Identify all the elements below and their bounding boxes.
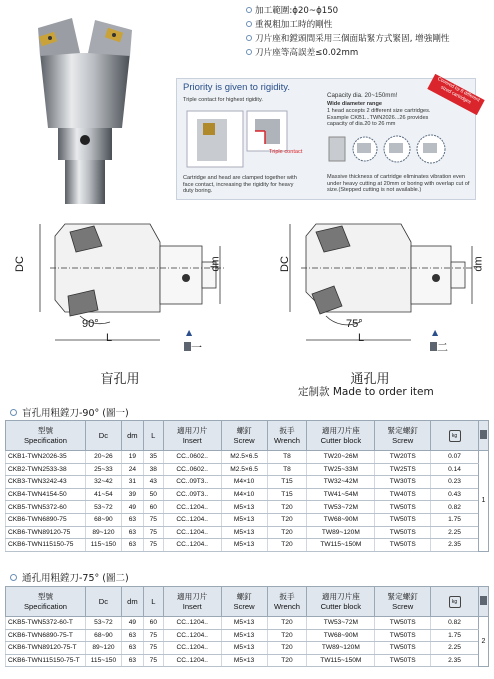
through-length-label: L xyxy=(358,332,365,344)
table-cell: 53~72 xyxy=(85,501,121,514)
col-weight xyxy=(431,587,479,617)
table-row xyxy=(6,642,489,655)
table-cell: M5×13 xyxy=(221,539,267,552)
table-cell: 1.75 xyxy=(431,513,479,526)
col-figure xyxy=(478,421,488,451)
table-cell: TW50TS xyxy=(375,526,431,539)
table-cell: 53~72 xyxy=(85,617,121,630)
table-cell: 75 xyxy=(143,654,163,667)
table-cell: CC..1204.. xyxy=(163,642,221,655)
table-cell: CC..1204.. xyxy=(163,513,221,526)
table-cell: TW115~150M xyxy=(307,654,375,667)
table-cell: TW41~54M xyxy=(307,488,375,501)
table-cell: 1.75 xyxy=(431,629,479,642)
table-cell: CKB6-TWN89120-75-T xyxy=(6,642,86,655)
through-hole-drawing xyxy=(276,212,486,352)
table-cell: CC..1204.. xyxy=(163,501,221,514)
table-cell: M2.5×6.5 xyxy=(221,463,267,476)
col-weight xyxy=(431,421,479,451)
panel-left-note: Triple contact for highest rigidity. xyxy=(183,97,263,103)
col-model: 型號 Specification xyxy=(6,587,86,617)
table-cell: CC..1204.. xyxy=(163,617,221,630)
weight-icon: kg xyxy=(449,596,461,608)
blind-dc-label: DC xyxy=(13,256,26,272)
table-cell: 19 xyxy=(121,451,143,464)
table-cell: 60 xyxy=(143,501,163,514)
table-cell: 41~54 xyxy=(85,488,121,501)
table-cell: T20 xyxy=(267,654,307,667)
table-cell: 0.23 xyxy=(431,476,479,489)
through-dm-label: dm xyxy=(472,256,485,272)
table-cell: 75 xyxy=(143,642,163,655)
table-cell: CKB6-TWN6890-75-T xyxy=(6,629,86,642)
table-cell: CC..09T3.. xyxy=(163,488,221,501)
table-cell: CC..0602.. xyxy=(163,451,221,464)
table-cell: 63 xyxy=(121,629,143,642)
weight-icon: kg xyxy=(449,430,461,442)
table-cell: 63 xyxy=(121,526,143,539)
table-cell: TW53~72M xyxy=(307,501,375,514)
table-cell: M5×13 xyxy=(221,513,267,526)
table-cell: 35 xyxy=(143,451,163,464)
table-cell: TW115~150M xyxy=(307,539,375,552)
table-cell: 60 xyxy=(143,617,163,630)
table-cell: 115~150 xyxy=(85,539,121,552)
section2-title: 通孔用粗鏜刀-75° (圖二) xyxy=(10,570,129,584)
table-cell: M4×10 xyxy=(221,476,267,489)
table-cell: 75 xyxy=(143,539,163,552)
table-cell: CKB5-TWN5372-60-T xyxy=(6,617,86,630)
table-cell: T20 xyxy=(267,642,307,655)
table-cell: 50 xyxy=(143,488,163,501)
figure-icon xyxy=(184,342,191,351)
table-cell: 0.82 xyxy=(431,501,479,514)
through-angle-label: 75° xyxy=(346,318,363,330)
table-cell: 0.43 xyxy=(431,488,479,501)
table-cell: 39 xyxy=(121,488,143,501)
table-cell: T20 xyxy=(267,526,307,539)
panel-right-caption: Massive thickness of cartridge eliminates vibration even under heavy cutting at 20mm or boring with overlap cut of size.(Stepped cutting is not available.) xyxy=(327,174,470,194)
table-cell: TW50TS xyxy=(375,513,431,526)
table-cell: 38 xyxy=(143,463,163,476)
col-insert: 適用刀片 Insert xyxy=(163,421,221,451)
table-row xyxy=(6,488,489,501)
table-cell: T8 xyxy=(267,463,307,476)
col-dc: Dc xyxy=(85,587,121,617)
table-cell: 2.35 xyxy=(431,654,479,667)
col-clamp: 緊定螺釘 Screw xyxy=(375,587,431,617)
col-screw: 螺釘 Screw xyxy=(221,587,267,617)
table-cell: CKB6-TWN115150-75-T xyxy=(6,654,86,667)
table-row xyxy=(6,501,489,514)
table-row xyxy=(6,654,489,667)
table-row xyxy=(6,463,489,476)
table-cell: 0.82 xyxy=(431,617,479,630)
table-cell: 2.25 xyxy=(431,526,479,539)
feature-rigidity: 重視粗加工時的剛性 xyxy=(246,20,332,31)
table-cell: CC..0602.. xyxy=(163,463,221,476)
table-cell: TW25~33M xyxy=(307,463,375,476)
table-cell: 25~33 xyxy=(85,463,121,476)
table-cell: 89~120 xyxy=(85,526,121,539)
table-cell: TW89~120M xyxy=(307,526,375,539)
table-cell: 68~90 xyxy=(85,629,121,642)
section1-title: 盲孔用粗鏜刀-90° (圖一) xyxy=(10,405,129,419)
table-cell: 75 xyxy=(143,526,163,539)
table-row xyxy=(6,476,489,489)
table-cell: CKB6-TWN89120-75 xyxy=(6,526,86,539)
table-cell: CC..1204.. xyxy=(163,654,221,667)
col-l: L xyxy=(143,587,163,617)
cartridges-ribbon: Covered by 8 different sized cartridges xyxy=(427,74,484,115)
table-cell: M5×13 xyxy=(221,501,267,514)
table-cell: TW50TS xyxy=(375,654,431,667)
table-cell: TW53~72M xyxy=(307,617,375,630)
table-cell: TW50TS xyxy=(375,617,431,630)
table-cell: T20 xyxy=(267,617,307,630)
table-cell: CKB4-TWN4154-50 xyxy=(6,488,86,501)
table-row xyxy=(6,513,489,526)
table-cell: TW32~42M xyxy=(307,476,375,489)
col-l: L xyxy=(143,421,163,451)
table-row xyxy=(6,526,489,539)
table-cell: 0.14 xyxy=(431,463,479,476)
fig2-label: 二 xyxy=(430,339,448,355)
table-cell: TW50TS xyxy=(375,642,431,655)
col-model: 型號 Specification xyxy=(6,421,86,451)
table-cell: TW50TS xyxy=(375,629,431,642)
table-cell: 115~150 xyxy=(85,654,121,667)
table-cell: 24 xyxy=(121,463,143,476)
col-wrench: 扳手 Wrench xyxy=(267,587,307,617)
table-cell: T20 xyxy=(267,501,307,514)
panel-right-head: Capacity dia. 20~150mm! xyxy=(327,92,398,99)
figure-group-cell: 2 xyxy=(478,617,488,667)
table-cell: CKB3-TWN3242-43 xyxy=(6,476,86,489)
table-cell: T8 xyxy=(267,451,307,464)
table-cell: TW89~120M xyxy=(307,642,375,655)
table-cell: CKB6-TWN115150-75 xyxy=(6,539,86,552)
table-cell: 2.35 xyxy=(431,539,479,552)
table-cell: M5×13 xyxy=(221,617,267,630)
feature-range: 加工範圍:ϕ20~ϕ150 xyxy=(246,6,338,17)
panel-range-title: Wide diameter range xyxy=(327,101,382,107)
cartridge-range-illustration xyxy=(327,129,467,169)
col-block: 適用刀片座 Cutter block xyxy=(307,421,375,451)
col-dc: Dc xyxy=(85,421,121,451)
figure-icon xyxy=(430,342,437,351)
table-cell: 68~90 xyxy=(85,513,121,526)
table-cell: TW50TS xyxy=(375,501,431,514)
col-insert: 適用刀片 Insert xyxy=(163,587,221,617)
through-hole-table xyxy=(5,586,489,667)
blind-hole-table xyxy=(5,420,489,552)
triple-contact-label: Triple contact xyxy=(269,149,303,155)
table-cell: CC..1204.. xyxy=(163,629,221,642)
blind-dm-label: dm xyxy=(209,256,222,272)
table-cell: T20 xyxy=(267,513,307,526)
table-cell: M2.5×6.5 xyxy=(221,451,267,464)
fig1-label: 一 xyxy=(184,339,202,355)
through-caption-sub: 定制款 Made to order item xyxy=(298,386,434,398)
fig2-marker: ▲ xyxy=(432,328,439,337)
col-wrench: 扳手 Wrench xyxy=(267,421,307,451)
blind-hole-drawing xyxy=(10,212,230,352)
table-cell: T15 xyxy=(267,488,307,501)
table-cell: T20 xyxy=(267,539,307,552)
table-cell: T15 xyxy=(267,476,307,489)
boring-head-product-image xyxy=(10,8,160,208)
figure-group-cell: 1 xyxy=(478,451,488,552)
table-cell: 49 xyxy=(121,501,143,514)
table-row xyxy=(6,629,489,642)
table-cell: 43 xyxy=(143,476,163,489)
table-cell: M5×13 xyxy=(221,629,267,642)
rigidity-info-panel xyxy=(176,78,476,200)
table-cell: TW68~90M xyxy=(307,513,375,526)
col-screw: 螺釘 Screw xyxy=(221,421,267,451)
table-row xyxy=(6,451,489,464)
table-cell: TW25TS xyxy=(375,463,431,476)
table-cell: TW20TS xyxy=(375,451,431,464)
table-cell: CC..1204.. xyxy=(163,539,221,552)
col-figure xyxy=(478,587,488,617)
panel-range-text: 1 head accepts 2 different size cartridges. Example CKB1...TWN2026...26 provides capacity of dia.20 to 26 mm xyxy=(327,108,431,128)
col-dm: dm xyxy=(121,421,143,451)
blind-caption: 盲孔用 xyxy=(100,372,140,387)
panel-left-caption: Cartridge and head are clamped together with face contact, increasing the rigidity for heavy duty boring. xyxy=(183,175,297,195)
table-cell: CKB2-TWN2533-38 xyxy=(6,463,86,476)
table-cell: 75 xyxy=(143,629,163,642)
table-cell: TW68~90M xyxy=(307,629,375,642)
table-cell: 32~42 xyxy=(85,476,121,489)
feature-height-tolerance: 刀片座等高誤差≤0.02mm xyxy=(246,48,358,59)
table-cell: M5×13 xyxy=(221,642,267,655)
table-cell: TW30TS xyxy=(375,476,431,489)
figure-icon xyxy=(480,430,487,439)
table-cell: CC..1204.. xyxy=(163,526,221,539)
table-cell: 63 xyxy=(121,642,143,655)
table-cell: 31 xyxy=(121,476,143,489)
table-cell: CC..09T3.. xyxy=(163,476,221,489)
table-cell: TW50TS xyxy=(375,539,431,552)
table-row xyxy=(6,617,489,630)
col-block: 適用刀片座 Cutter block xyxy=(307,587,375,617)
triple-contact-illustration xyxy=(185,109,289,169)
table-cell: CKB1-TWN2026-35 xyxy=(6,451,86,464)
table-cell: 63 xyxy=(121,654,143,667)
table-cell: 89~120 xyxy=(85,642,121,655)
table-cell: 75 xyxy=(143,513,163,526)
through-dc-label: DC xyxy=(278,256,291,272)
through-caption: 通孔用 xyxy=(350,372,390,387)
figure-icon xyxy=(480,596,487,605)
table-cell: M5×13 xyxy=(221,654,267,667)
table-cell: 63 xyxy=(121,539,143,552)
table-cell: 0.07 xyxy=(431,451,479,464)
table-cell: TW20~26M xyxy=(307,451,375,464)
table-row xyxy=(6,539,489,552)
table-cell: CKB5-TWN5372-60 xyxy=(6,501,86,514)
feature-clamping: 刀片座和鏜頭間采用三個面貼緊方式緊固, 增強剛性 xyxy=(246,34,450,45)
table-cell: T20 xyxy=(267,629,307,642)
blind-angle-label: 90° xyxy=(82,318,99,330)
col-clamp: 緊定螺釘 Screw xyxy=(375,421,431,451)
table-cell: 49 xyxy=(121,617,143,630)
table-cell: 2.25 xyxy=(431,642,479,655)
table-cell: TW40TS xyxy=(375,488,431,501)
table-cell: M5×13 xyxy=(221,526,267,539)
table-cell: 20~26 xyxy=(85,451,121,464)
blind-length-label: L xyxy=(106,332,113,344)
col-dm: dm xyxy=(121,587,143,617)
fig1-marker: ▲ xyxy=(186,328,193,337)
panel-title: Priority is given to rigidity. xyxy=(183,82,290,93)
table-cell: M4×10 xyxy=(221,488,267,501)
table-cell: 63 xyxy=(121,513,143,526)
table-cell: CKB6-TWN6890-75 xyxy=(6,513,86,526)
